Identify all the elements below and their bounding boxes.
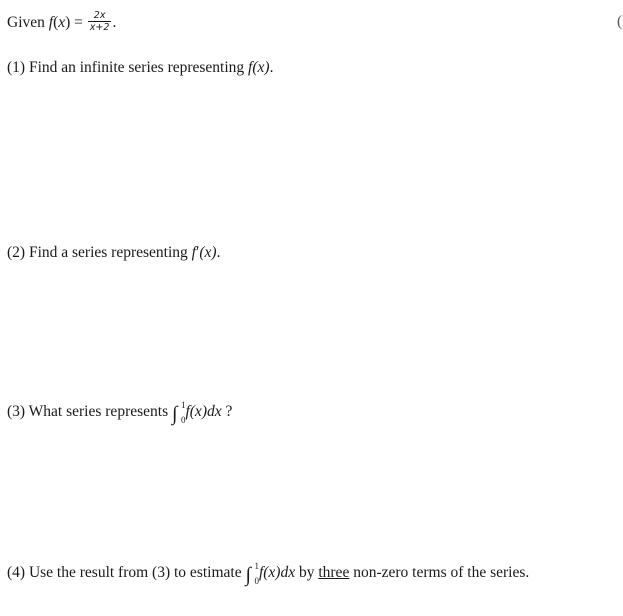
fraction-numerator: 2x	[88, 10, 112, 22]
question-3	[7, 402, 232, 424]
question-3-text: (3) What series represents	[7, 403, 172, 420]
question-4-by: by	[295, 564, 319, 581]
question-1-func: f	[248, 59, 253, 76]
question-3-integrand: f(x)dx	[185, 403, 222, 420]
question-4-integrand: f(x)dx	[258, 564, 296, 581]
question-2-prime: ′	[195, 244, 200, 261]
integral-lower-limit: 0	[180, 415, 186, 425]
given-open: (	[53, 14, 59, 32]
given-var: x	[58, 14, 66, 32]
given-end: .	[112, 14, 117, 32]
integral-upper-limit: 1	[180, 400, 186, 410]
question-3-end: ?	[221, 403, 233, 420]
question-4	[7, 563, 529, 585]
question-4-three: three	[318, 564, 350, 581]
question-2-arg: (x)	[199, 244, 217, 261]
question-2	[7, 243, 220, 263]
question-4-rest: non-zero terms of the series.	[349, 564, 530, 581]
given-func: f	[48, 14, 54, 32]
given-statement	[7, 12, 116, 35]
integral-sign: ∫ 1 0	[245, 561, 259, 586]
integral-lower-limit: 0	[254, 576, 259, 586]
integral-upper-limit: 1	[254, 561, 259, 571]
question-1-arg: (x)	[252, 59, 270, 76]
given-close: ) =	[65, 14, 83, 32]
given-prefix: Given	[7, 14, 49, 32]
integral-sign: ∫ 1 0	[171, 400, 186, 425]
question-1-text: (1) Find an infinite series representing	[7, 59, 249, 76]
question-1	[7, 58, 273, 78]
question-2-text: (2) Find a series representing	[7, 244, 192, 261]
question-2-end: .	[216, 244, 221, 261]
fraction-denominator: x+2	[89, 22, 110, 33]
given-fraction	[88, 10, 112, 33]
cutoff-mark: (	[617, 13, 623, 30]
question-4-text: (4) Use the result from (3) to estimate	[7, 564, 246, 581]
question-2-func: f	[191, 244, 196, 261]
question-1-end: .	[269, 59, 274, 76]
